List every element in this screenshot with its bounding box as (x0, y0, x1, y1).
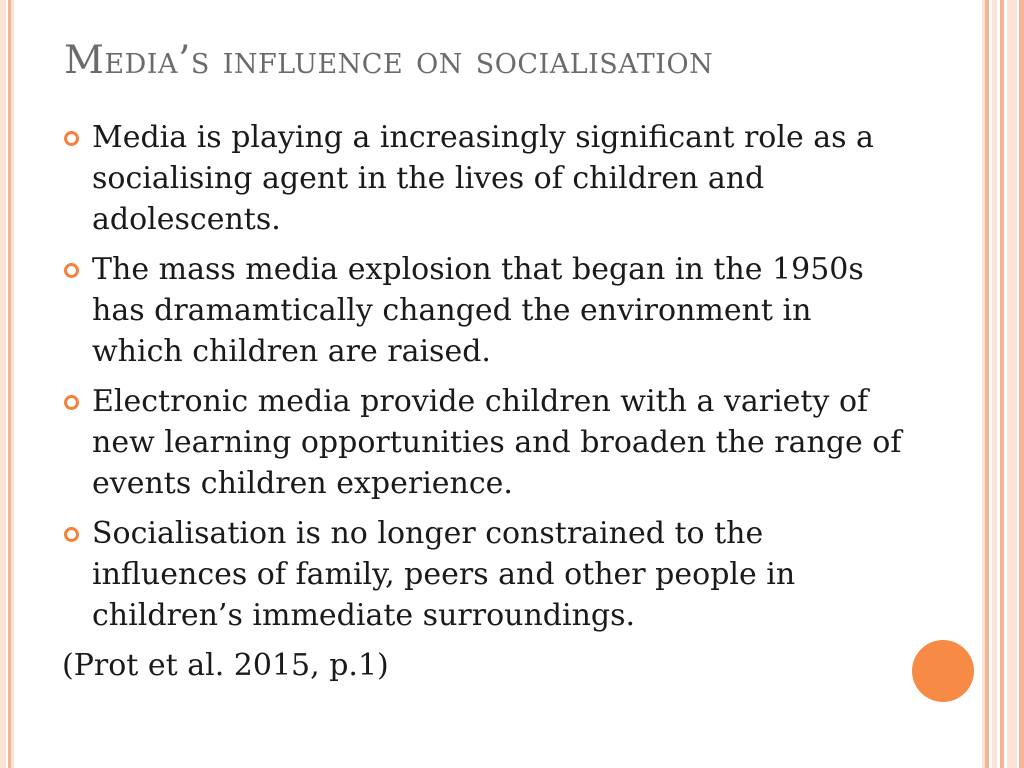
bullet-text: Socialisation is no longer constrained to the influences of family, peers and other people in children’s immediate surroundings. (92, 516, 796, 633)
ring-bullet-icon (64, 527, 79, 542)
bullet-text: The mass media explosion that began in the 1950s has dramamtically changed the environment in which children are raised. (92, 252, 864, 369)
orange-circle-decoration-icon (912, 640, 974, 702)
bullet-list (62, 117, 902, 636)
right-border-stripe (1019, 0, 1024, 768)
bullet-item (62, 381, 902, 504)
citation-text: (Prot et al. 2015, p.1) (62, 648, 389, 683)
slide-title: Media’s influence on socialisation (64, 38, 714, 83)
bullet-item (62, 513, 902, 636)
ring-bullet-icon (64, 263, 79, 278)
left-border-decoration (0, 0, 14, 768)
left-border-stripe (11, 0, 14, 768)
ring-bullet-icon (64, 131, 79, 146)
bullet-text: Media is playing a increasingly significant role as a socialising agent in the lives of children and adolescents. (92, 120, 874, 237)
bullet-text: Electronic media provide children with a variety of new learning opportunities and broaden the range of events children experience. (92, 384, 902, 501)
right-border-stripe (1007, 0, 1017, 768)
bullet-item (62, 249, 902, 372)
right-border-decoration (982, 0, 1024, 768)
slide-content (62, 117, 902, 686)
ring-bullet-icon (64, 395, 79, 410)
bullet-item (62, 117, 902, 240)
